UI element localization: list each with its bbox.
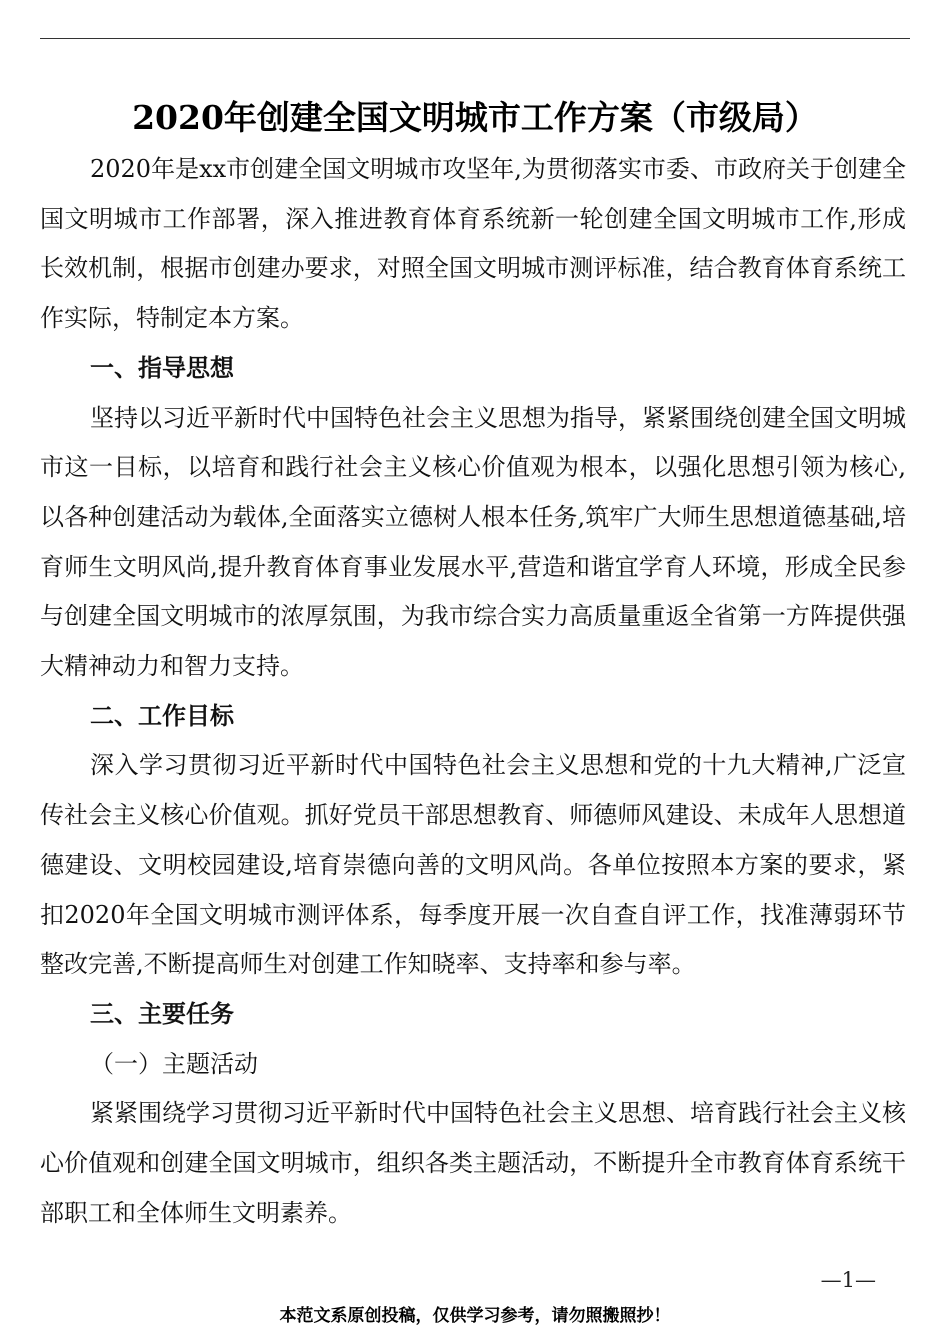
section-heading-main-tasks: 三、主要任务 (90, 999, 234, 1028)
paragraph-intro: 2020年是xx市创建全国文明城市攻坚年,为贯彻落实市委、市政府关于创建全国文明城市工作部署，深入推进教育体育系统新一轮创建全国文明城市工作,形成长效机制，根据市创建办要求，对照全国文明城市测评标准，结合教育体育系统工作实际，特制定本方案。 (40, 155, 906, 333)
header-rule (40, 38, 910, 39)
section-heading-work-goals: 二、工作目标 (90, 701, 234, 730)
paragraph-guiding-ideology: 坚持以习近平新时代中国特色社会主义思想为指导，紧紧围绕创建全国文明城市这一目标，以培育和践行社会主义核心价值观为根本，以强化思想引领为核心,以各种创建活动为载体,全面落实立德树人根本任务,筑牢广大师生思想道德基础,培育师生文明风尚,提升教育体育事业发展水平,营造和谐宜学育人环境，形成全民参与创建全国文明城市的浓厚氛围，为我市综合实力高质量重返全省第一方阵提供强大精神动力和智力支持。 (40, 403, 906, 681)
paragraph-theme-activities: 紧紧围绕学习贯彻习近平新时代中国特色社会主义思想、培育践行社会主义核心价值观和创建全国文明城市，组织各类主题活动，不断提升全市教育体育系统干部职工和全体师生文明素养。 (40, 1099, 906, 1227)
footer-note: 本范文系原创投稿，仅供学习参考，请勿照搬照抄！ (279, 1306, 671, 1326)
page-number: —1— (820, 1268, 876, 1292)
document-title: 2020年创建全国文明城市工作方案（市级局） (132, 98, 818, 137)
document-body (40, 145, 906, 1238)
section-heading-guiding-ideology: 一、指导思想 (90, 353, 234, 382)
paragraph-work-goals: 深入学习贯彻习近平新时代中国特色社会主义思想和党的十九大精神,广泛宣传社会主义核心价值观。抓好党员干部思想教育、师德师风建设、未成年人思想道德建设、文明校园建设,培育崇德向善的文明风尚。各单位按照本方案的要求，紧扣2020年全国文明城市测评体系，每季度开展一次自查自评工作，找准薄弱环节整改完善,不断提高师生对创建工作知晓率、支持率和参与率。 (40, 751, 906, 979)
subsection-heading-theme-activities: （一）主题活动 (90, 1049, 258, 1078)
